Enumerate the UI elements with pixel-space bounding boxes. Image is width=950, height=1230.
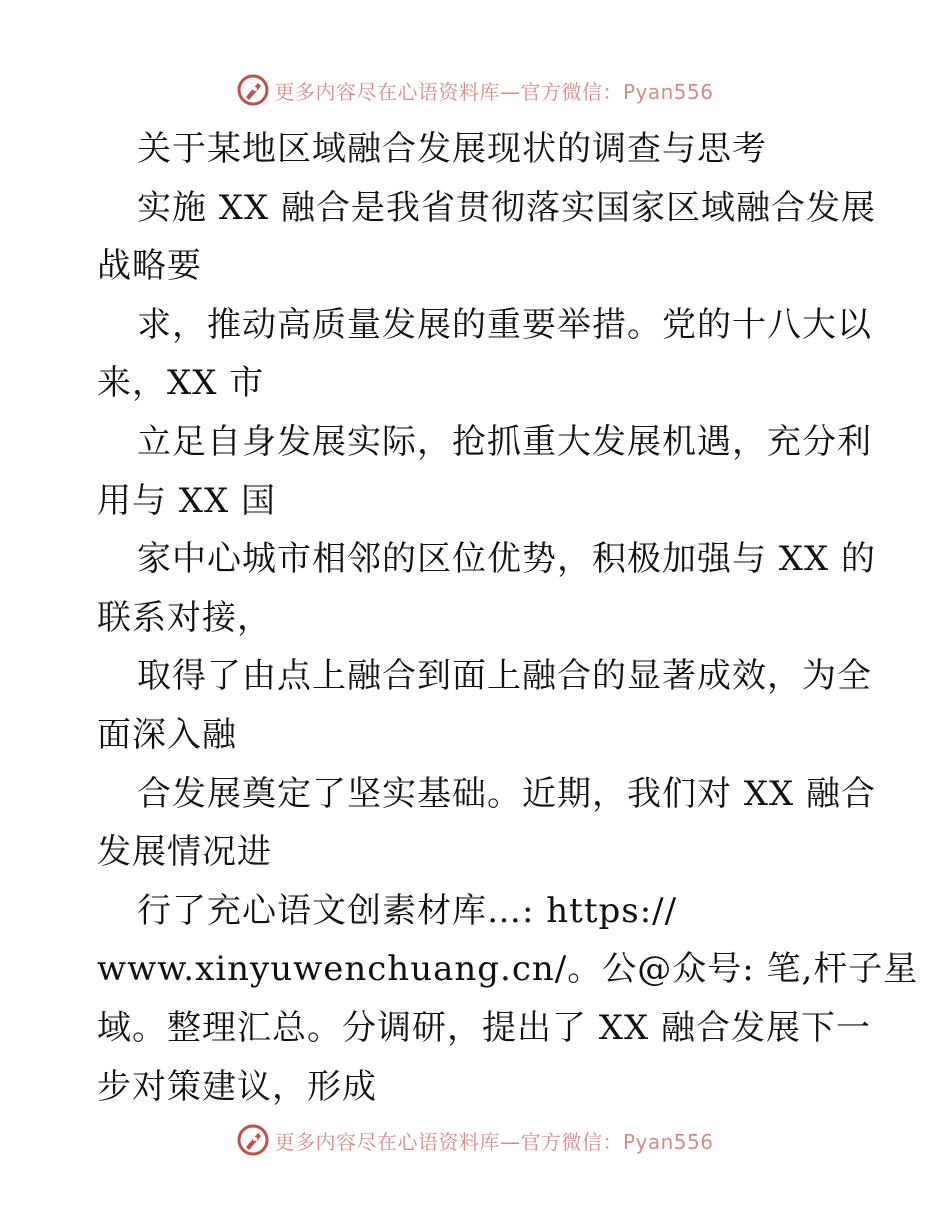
paragraph-line: 域。整理汇总。分调研，提出了 XX 融合发展下一 xyxy=(97,1007,872,1048)
paragraph-line: 合发展奠定了坚实基础。近期，我们对 XX 融合 xyxy=(137,773,877,814)
paragraph-line: 联系对接， xyxy=(97,597,272,638)
paragraph-line: 步对策建议，形成 xyxy=(97,1066,377,1107)
pen-nib-logo-icon xyxy=(236,73,270,107)
paragraph-line: 发展情况进 xyxy=(97,832,272,873)
paragraph-line: www.xinyuwenchuang.cn/。公@众号: 笔,杆子星 xyxy=(97,949,919,990)
paragraph-line: 面深入融 xyxy=(97,714,237,755)
paragraph-line: 家中心城市相邻的区位优势，积极加强与 XX 的 xyxy=(137,539,877,580)
paragraph-line: 来，XX 市 xyxy=(97,363,265,404)
paragraph-line: 实施 XX 融合是我省贯彻落实国家区域融合发展 xyxy=(137,187,877,228)
banner-text: 更多内容尽在心语资料库—官方微信：Pyan556 xyxy=(274,1129,714,1154)
banner-text: 更多内容尽在心语资料库—官方微信：Pyan556 xyxy=(274,79,714,104)
paragraph-line: 立足自身发展实际，抢抓重大发展机遇，充分利 xyxy=(137,421,872,462)
paragraph-line: 行了充心语文创素材库…: https:// xyxy=(137,890,678,931)
document-title: 关于某地区域融合发展现状的调查与思考 xyxy=(137,129,767,169)
pen-nib-logo-icon xyxy=(236,1123,270,1157)
footer-watermark-banner xyxy=(0,1120,950,1160)
header-watermark-banner xyxy=(0,70,950,110)
paragraph-line: 取得了由点上融合到面上融合的显著成效，为全 xyxy=(137,656,872,697)
paragraph-line: 求，推动高质量发展的重要举措。党的十八大以 xyxy=(137,304,872,345)
document-body xyxy=(97,120,919,1116)
paragraph-line: 战略要 xyxy=(97,246,202,287)
paragraph-line: 用与 XX 国 xyxy=(97,480,277,521)
